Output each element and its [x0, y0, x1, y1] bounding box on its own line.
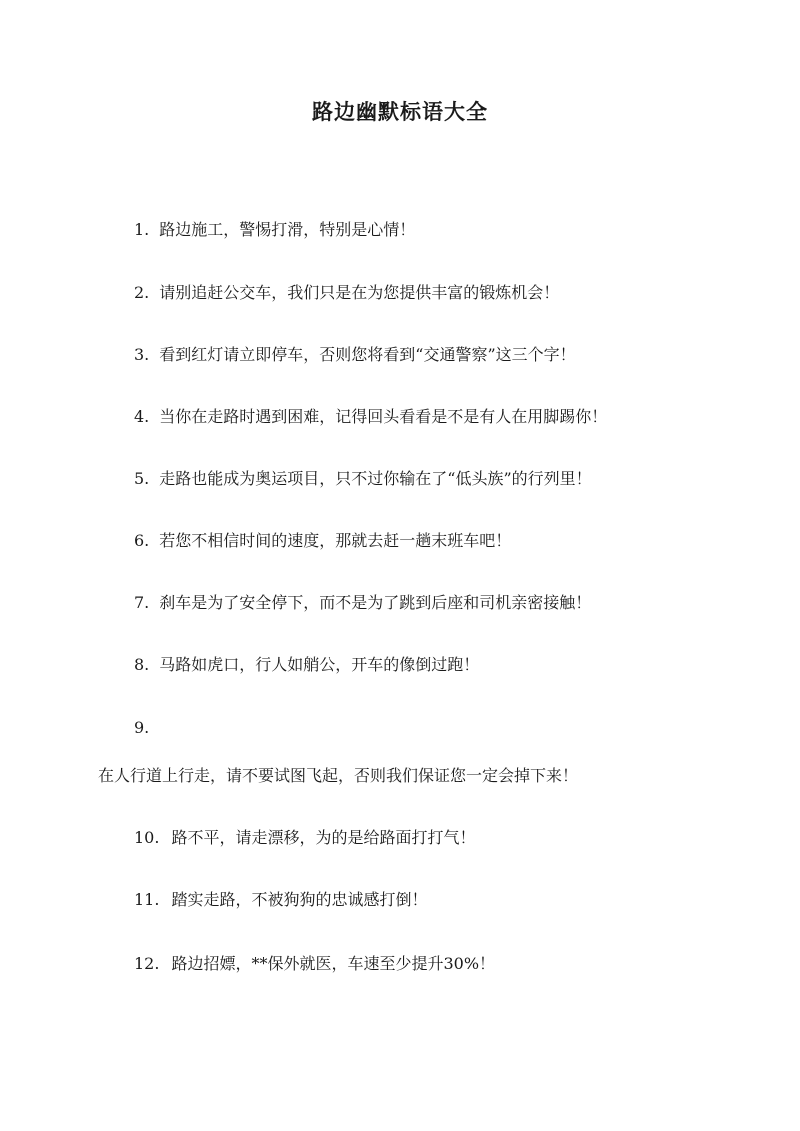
- item-number: 5.: [134, 469, 150, 488]
- item-number: 4.: [134, 407, 150, 426]
- item-text-wrapped: 在人行道上行走，请不要试图飞起，否则我们保证您一定会掉下来！: [98, 766, 579, 785]
- list-item: [134, 826, 475, 850]
- item-number: 8.: [134, 655, 150, 674]
- item-number: 9.: [134, 718, 150, 737]
- item-number: 7.: [134, 593, 150, 612]
- list-item: [134, 343, 576, 367]
- document-title: 路边幽默标语大全: [312, 99, 488, 124]
- item-text: 走路也能成为奥运项目，只不过你输在了“低头族”的行列里！: [159, 469, 592, 488]
- item-number: 12.: [134, 954, 160, 973]
- list-item: [134, 405, 607, 429]
- item-number: 3.: [134, 345, 150, 364]
- item-text: 路边施工，警惕打滑，特别是心情！: [159, 220, 416, 239]
- list-item: [134, 952, 495, 976]
- item-number: 2.: [134, 283, 150, 302]
- list-item: [134, 653, 479, 677]
- item-text: 当你在走路时遇到困难，记得回头看看是不是有人在用脚踢你！: [159, 407, 608, 426]
- list-item: [134, 529, 511, 553]
- item-number: 11.: [134, 890, 160, 909]
- item-text: 路不平，请走漂移，为的是给路面打打气！: [171, 828, 476, 847]
- item-number: 10.: [134, 828, 160, 847]
- item-text: 看到红灯请立即停车，否则您将看到“交通警察”这三个字！: [159, 345, 576, 364]
- list-item: [134, 281, 559, 305]
- list-item: [134, 591, 591, 615]
- item-number: 6.: [134, 531, 150, 550]
- item-text: 请别追赶公交车，我们只是在为您提供丰富的锻炼机会！: [159, 283, 560, 302]
- item-text: 路边招嫖，**保外就医，车速至少提升30%！: [171, 954, 496, 973]
- item-text: 踏实走路，不被狗狗的忠诚感打倒！: [171, 890, 428, 909]
- list-item-number-only: [134, 716, 159, 740]
- list-item: [134, 218, 415, 242]
- list-item: [134, 888, 427, 912]
- item-text: 若您不相信时间的速度，那就去赶一趟末班车吧！: [159, 531, 512, 550]
- list-item: [134, 467, 592, 491]
- item-text: 马路如虎口，行人如艄公，开车的像倒过跑！: [159, 655, 480, 674]
- item-text: 刹车是为了安全停下，而不是为了跳到后座和司机亲密接触！: [159, 593, 592, 612]
- item-number: 1.: [134, 220, 150, 239]
